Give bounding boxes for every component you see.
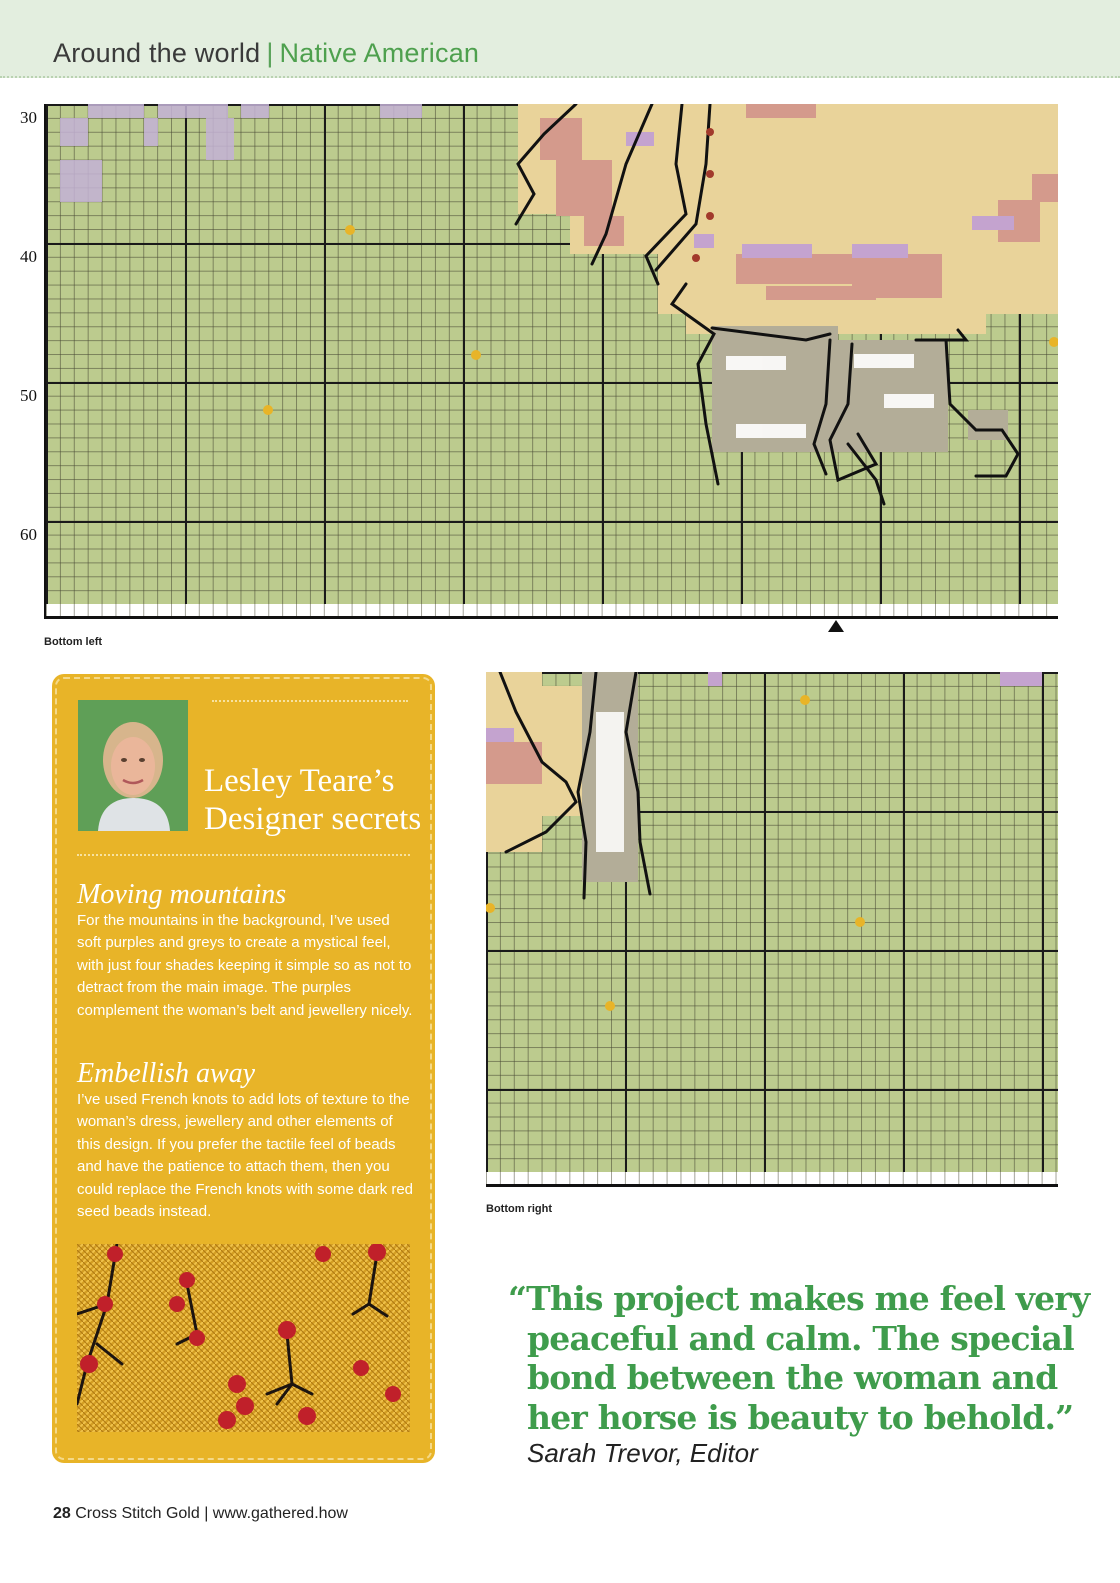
editor-quote (508, 1279, 1090, 1437)
footer-url[interactable]: www.gathered.how (212, 1505, 348, 1522)
chart-bottom-left-artwork (46, 104, 1058, 618)
quote-author: Sarah Trevor, Editor (527, 1438, 758, 1468)
section-heading-embellish-away: Embellish away (77, 1058, 256, 1089)
row-number-30: 30 (20, 108, 37, 127)
chart-frame-left (44, 104, 46, 618)
page-header (0, 0, 1120, 78)
section-body-embellish-away: I’ve used French knots to add lots of texture to the woman’s dress, jewellery and other elements of this design. If you prefer the tactile feel of beads and have the patience to attach them, then you could replace the French knots with some dark red seed beads instead. (77, 1091, 413, 1221)
panel-title-line2: Designer secrets (204, 801, 422, 837)
header-section: Around the world (53, 38, 261, 68)
section-heading-moving-mountains: Moving mountains (77, 879, 287, 910)
footer-separator: | (204, 1505, 209, 1522)
row-number-40: 40 (20, 247, 37, 266)
quote-line-2: peaceful and calm. The special (527, 1318, 1074, 1358)
designer-portrait (78, 700, 188, 831)
magazine-name: Cross Stitch Gold (75, 1505, 200, 1522)
quote-line-3: bond between the woman and (527, 1358, 1058, 1397)
panel-divider-top (212, 700, 408, 702)
chart-frame-bottom (486, 1184, 1058, 1187)
panel-divider-bottom (77, 854, 410, 856)
chart-bottom-left (46, 104, 1058, 618)
chart-bottom-right-artwork (486, 672, 1058, 1186)
section-body-moving-mountains: For the mountains in the background, I’ve used soft purples and greys to create a mystical feel, with just four shades keeping it simple so as not to detract from the main image. The purples complement the woman’s belt and jewellery nicely. (77, 912, 413, 1019)
header-separator: | (266, 38, 274, 68)
row-number-60: 60 (20, 525, 37, 544)
french-knots-photo (77, 1244, 410, 1432)
page-number: 28 (53, 1505, 71, 1522)
triangle-up-icon (828, 620, 844, 632)
quote-line-4: her horse is beauty to behold.” (527, 1397, 1074, 1437)
chart-bottom-right (486, 672, 1058, 1186)
quote-line-1: “This project makes me feel very (508, 1279, 1090, 1318)
row-number-50: 50 (20, 386, 37, 405)
panel-title (204, 762, 424, 838)
panel-title-line1: Lesley Teare’s (204, 763, 395, 799)
bottom-right-caption: Bottom right (486, 1203, 552, 1215)
bottom-left-caption: Bottom left (44, 636, 103, 648)
chart-frame-bottom (44, 616, 1058, 619)
page-footer (53, 1505, 348, 1523)
header-title (53, 36, 479, 70)
header-topic: Native American (279, 38, 480, 68)
